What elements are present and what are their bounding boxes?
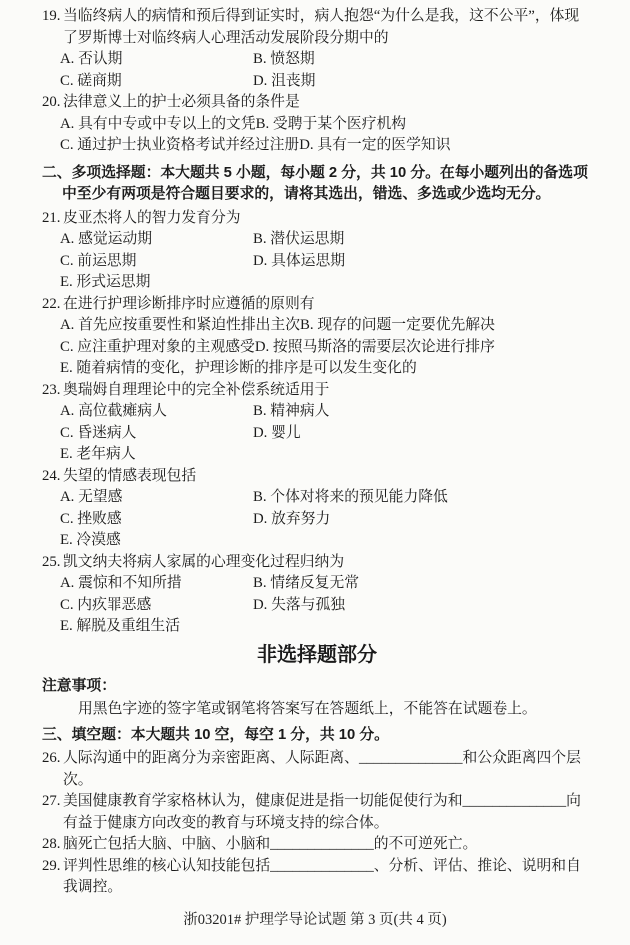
question-number: 28. xyxy=(42,836,61,852)
option-c: C. 磋商期 xyxy=(60,72,122,89)
option-d: D. 放弃努力 xyxy=(253,510,331,527)
question-number: 20. xyxy=(42,94,61,110)
question-number: 27. xyxy=(42,793,61,809)
question-stem: 人际沟通中的距离分为亲密距离、人际距离、______________和公众距离四个层次。 xyxy=(63,750,581,788)
question-number: 19. xyxy=(42,8,61,24)
notice xyxy=(42,676,592,721)
option-e: E. 解脱及重组生活 xyxy=(60,618,181,634)
options xyxy=(42,49,592,92)
question-stem: 皮亚杰将人的智力发育分为 xyxy=(63,209,241,226)
question-stem: 凯文纳夫将病人家属的心理变化过程归纳为 xyxy=(63,553,345,570)
option-a: A. 具有中专或中专以上的文凭 xyxy=(60,115,256,132)
question-number: 29. xyxy=(42,857,61,874)
options xyxy=(42,487,592,552)
option-d: D. 失落与孤独 xyxy=(253,596,346,613)
question-20 xyxy=(42,92,592,157)
option-b: B. 情绪反复无常 xyxy=(253,575,360,591)
option-d: D. 沮丧期 xyxy=(253,72,316,89)
option-a: A. 震惊和不知所措 xyxy=(60,575,182,591)
option-b: B. 受聘于某个医疗机构 xyxy=(255,115,407,132)
notice-text: 用黑色字迹的签字笔或钢笔将答案写在答题纸上，不能答在试题卷上。 xyxy=(78,701,537,717)
option-b: B. 愤怒期 xyxy=(253,51,315,67)
question-stem: 奥瑞姆自理理论中的完全补偿系统适用于 xyxy=(63,381,330,398)
option-b: B. 潜伏运思期 xyxy=(253,231,345,247)
question-number: 26. xyxy=(42,750,61,766)
option-a: A. 首先应按重要性和紧迫性排出主次 xyxy=(60,317,301,333)
question-28 xyxy=(42,834,592,856)
question-stem: 在进行护理诊断排序时应遵循的原则有 xyxy=(63,295,315,312)
option-e: E. 随着病情的变化，护理诊断的排序是可以发生变化的 xyxy=(60,360,417,376)
question-stem: 美国健康教育学家格林认为，健康促进是指一切能促使行为和______________向有益于健康方向改变的教育与环境支持的综合体。 xyxy=(63,793,581,831)
option-a: A. 感觉运动期 xyxy=(60,231,153,247)
option-b: B. 现存的问题一定要优先解决 xyxy=(300,317,495,333)
option-c: C. 挫败感 xyxy=(60,510,122,527)
question-stem: 脑死亡包括大脑、中脑、小脑和______________的不可逆死亡。 xyxy=(63,836,478,852)
question-number: 25. xyxy=(42,553,61,570)
options xyxy=(42,315,592,380)
question-number: 23. xyxy=(42,381,61,398)
section-3-heading: 三、填空题：本大题共 10 空，每空 1 分，共 10 分。 xyxy=(42,726,389,743)
question-21 xyxy=(42,208,592,294)
option-c: C. 应注重护理对象的主观感受 xyxy=(60,338,255,355)
question-22 xyxy=(42,294,592,380)
option-d: D. 按照马斯洛的需要层次论进行排序 xyxy=(254,338,495,355)
option-a: A. 无望感 xyxy=(60,489,123,505)
question-stem: 当临终病人的病情和预后得到证实时，病人抱怨“为什么是我，这不公平”，体现了罗斯博士对临终病人心理活动发展阶段分期中的 xyxy=(63,8,580,46)
question-stem: 法律意义上的护士必须具备的条件是 xyxy=(63,94,300,110)
option-a: A. 高位截瘫病人 xyxy=(60,403,167,419)
question-23 xyxy=(42,380,592,466)
question-27 xyxy=(42,791,592,834)
option-c: C. 前运思期 xyxy=(60,252,137,269)
option-b: B. 精神病人 xyxy=(253,403,330,419)
question-number: 21. xyxy=(42,209,61,226)
options xyxy=(42,573,592,638)
option-a: A. 否认期 xyxy=(60,51,123,67)
question-number: 22. xyxy=(42,295,61,312)
question-stem: 失望的情感表现包括 xyxy=(63,467,197,484)
question-stem: 评判性思维的核心认知技能包括______________、分析、评估、推论、说明和自我调控。 xyxy=(63,857,581,895)
question-number: 24. xyxy=(42,467,61,484)
option-d: D. 具体运思期 xyxy=(253,252,346,269)
option-e: E. 形式运思期 xyxy=(60,274,151,290)
question-25 xyxy=(42,552,592,638)
option-c: C. 昏迷病人 xyxy=(60,424,137,441)
section-2-heading: 二、多项选择题：本大题共 5 小题，每小题 2 分，共 10 分。在每小题列出的备选项中至少有两项是符合题目要求的，请将其选出，错选、多选或少选均无分。 xyxy=(42,164,588,202)
option-d: D. 具有一定的医学知识 xyxy=(299,137,451,153)
option-e: E. 老年病人 xyxy=(60,446,136,462)
page-footer: 浙03201# 护理学导论试题 第 3 页(共 4 页) xyxy=(183,911,447,928)
options xyxy=(42,229,592,294)
question-29 xyxy=(42,856,592,899)
non-choice-part-title: 非选择题部分 xyxy=(257,643,377,666)
option-c: C. 通过护士执业资格考试并经过注册 xyxy=(60,137,300,153)
option-e: E. 冷漠感 xyxy=(60,532,121,548)
question-19 xyxy=(42,6,592,92)
options xyxy=(42,401,592,466)
options xyxy=(42,114,592,157)
option-c: C. 内疚罪恶感 xyxy=(60,596,152,613)
option-d: D. 婴儿 xyxy=(253,424,301,441)
question-26 xyxy=(42,748,592,791)
question-24 xyxy=(42,466,592,552)
option-b: B. 个体对将来的预见能力降低 xyxy=(253,489,448,505)
notice-label: 注意事项： xyxy=(42,677,116,694)
